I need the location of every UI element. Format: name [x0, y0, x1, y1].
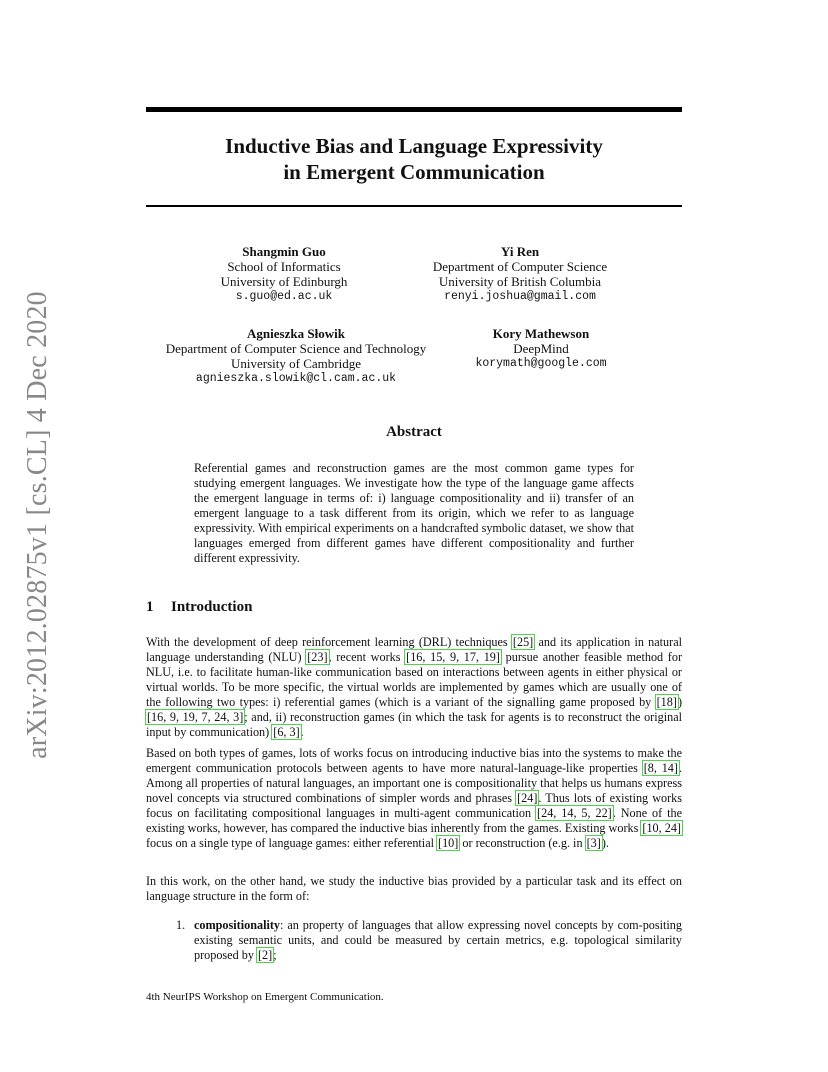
author-block — [400, 244, 640, 304]
citation-link[interactable]: [23] — [307, 650, 328, 664]
paper-title — [146, 133, 682, 185]
footer-note: 4th NeurIPS Workshop on Emergent Communication. — [146, 991, 384, 1003]
author-email: korymath@google.com — [475, 357, 607, 370]
author-affiliation: School of Informatics — [227, 259, 341, 274]
text-run: ) — [677, 695, 682, 709]
author-name: Kory Mathewson — [492, 326, 590, 341]
paragraph: In this work, on the other hand, we study the inductive bias provided by a particular task and its effect on language structure in the form of: — [146, 874, 682, 903]
text-run: : an property of languages that allow expressing novel concepts by com-positing existing semantic units, and could be measured by certain metrics, e.g. topological similarity proposed by — [194, 918, 682, 962]
section-heading — [146, 599, 252, 616]
author-email: s.guo@ed.ac.uk — [235, 290, 333, 303]
text-run: pursue another feasible method for NLU, i.e. to facilitate human-like communication based on interactions between agents in either physical or virtual worlds. To be more specific, the virtual worlds are implemented by games which are usually one of the following two types: i) referential games (which is a variant of the signalling game proposed by — [146, 650, 683, 709]
citation-link[interactable]: [3] — [586, 836, 601, 850]
abstract-heading: Abstract — [386, 424, 442, 440]
author-name: Agnieszka Słowik — [247, 326, 345, 341]
author-affiliation: University of Edinburgh — [220, 274, 348, 289]
title-line-2: in Emergent Communication — [283, 160, 545, 184]
title-rule-top — [146, 107, 682, 112]
list-item — [176, 918, 682, 963]
list-marker: 1. — [176, 918, 186, 932]
text-run: ; and, ii) reconstruction games (in which the task for agents is to reconstruct the original input by communication) — [146, 710, 682, 739]
text-run: Based on both types of games, lots of works focus on introducing inductive bias into the systems to make the emergent communication protocols between agents to have more natural-language-like properties — [146, 746, 682, 775]
citation-link[interactable]: [25] — [512, 635, 534, 649]
author-affiliation: University of Cambridge — [231, 356, 361, 371]
citation-link[interactable]: [16, 15, 9, 17, 19] — [406, 650, 500, 664]
citation-link[interactable]: [6, 3] — [273, 725, 300, 739]
author-name: Shangmin Guo — [242, 244, 326, 259]
text-run: focus on a single type of language games: either referential — [146, 836, 438, 850]
author-affiliation: DeepMind — [513, 341, 569, 356]
author-email: renyi.joshua@gmail.com — [444, 290, 596, 303]
text-run: ; — [273, 948, 277, 962]
author-affiliation: University of British Columbia — [438, 274, 602, 289]
section-title: Introduction — [171, 599, 253, 615]
arxiv-sidebar — [14, 290, 62, 760]
citation-link[interactable]: [10] — [438, 836, 459, 850]
author-name: Yi Ren — [500, 244, 540, 259]
paragraph — [146, 746, 682, 851]
title-line-1: Inductive Bias and Language Expressivity — [225, 134, 603, 158]
citation-link[interactable]: [2] — [257, 948, 273, 962]
text-run: . Among all properties of natural languages, an important one is compositionality that helps us humans express novel concepts via structured combinations of simpler words and phrases — [146, 761, 682, 805]
author-affiliation: Department of Computer Science and Technology — [165, 341, 427, 356]
title-rule-bottom — [146, 205, 682, 207]
citation-link[interactable]: [16, 9, 19, 7, 24, 3] — [147, 710, 244, 724]
citation-link[interactable]: [10, 24] — [642, 821, 681, 835]
text-run: or reconstruction (e.g. in — [459, 836, 586, 850]
arxiv-id: arXiv:2012.02875v1 [cs.CL] 4 Dec 2020 — [22, 291, 53, 759]
author-block — [446, 326, 636, 371]
citation-link[interactable]: [24] — [517, 791, 538, 805]
citation-link[interactable]: [8, 14] — [643, 761, 678, 775]
text-run: With the development of deep reinforcement learning (DRL) techniques — [146, 635, 512, 649]
citation-link[interactable]: [18] — [656, 695, 677, 709]
paragraph — [146, 635, 682, 740]
author-block — [146, 326, 446, 386]
text-run: . Thus lots of existing works focus on facilitating compositional languages in multi-agent communication — [146, 791, 682, 820]
text-run: . None of the existing works, however, has compared the inductive bias inherently from the games. Existing works — [146, 806, 682, 835]
abstract-text: Referential games and reconstruction games are the most common game types for studying emergent languages. We investigate how the type of the language game affects the emergent language in terms of: i) language compositionality and ii) transfer of an emergent language to a task different from its origin, which we refer to as language expressivity. With empirical experiments on a handcrafted symbolic dataset, we show that languages emerged from different games have different compositionality and further different expressivity. — [194, 461, 634, 565]
text-run: and its application in natural language understanding (NLU) — [146, 635, 683, 664]
text-run: . — [300, 725, 304, 739]
citation-link[interactable]: [24, 14, 5, 22] — [537, 806, 612, 820]
section-number: 1 — [146, 599, 154, 615]
list-term: compositionality — [194, 918, 280, 932]
author-email: agnieszka.slowik@cl.cam.ac.uk — [195, 372, 397, 385]
text-run: , recent works — [328, 650, 406, 664]
text-run: ). — [601, 836, 609, 850]
author-block — [146, 244, 422, 304]
author-affiliation: Department of Computer Science — [432, 259, 608, 274]
